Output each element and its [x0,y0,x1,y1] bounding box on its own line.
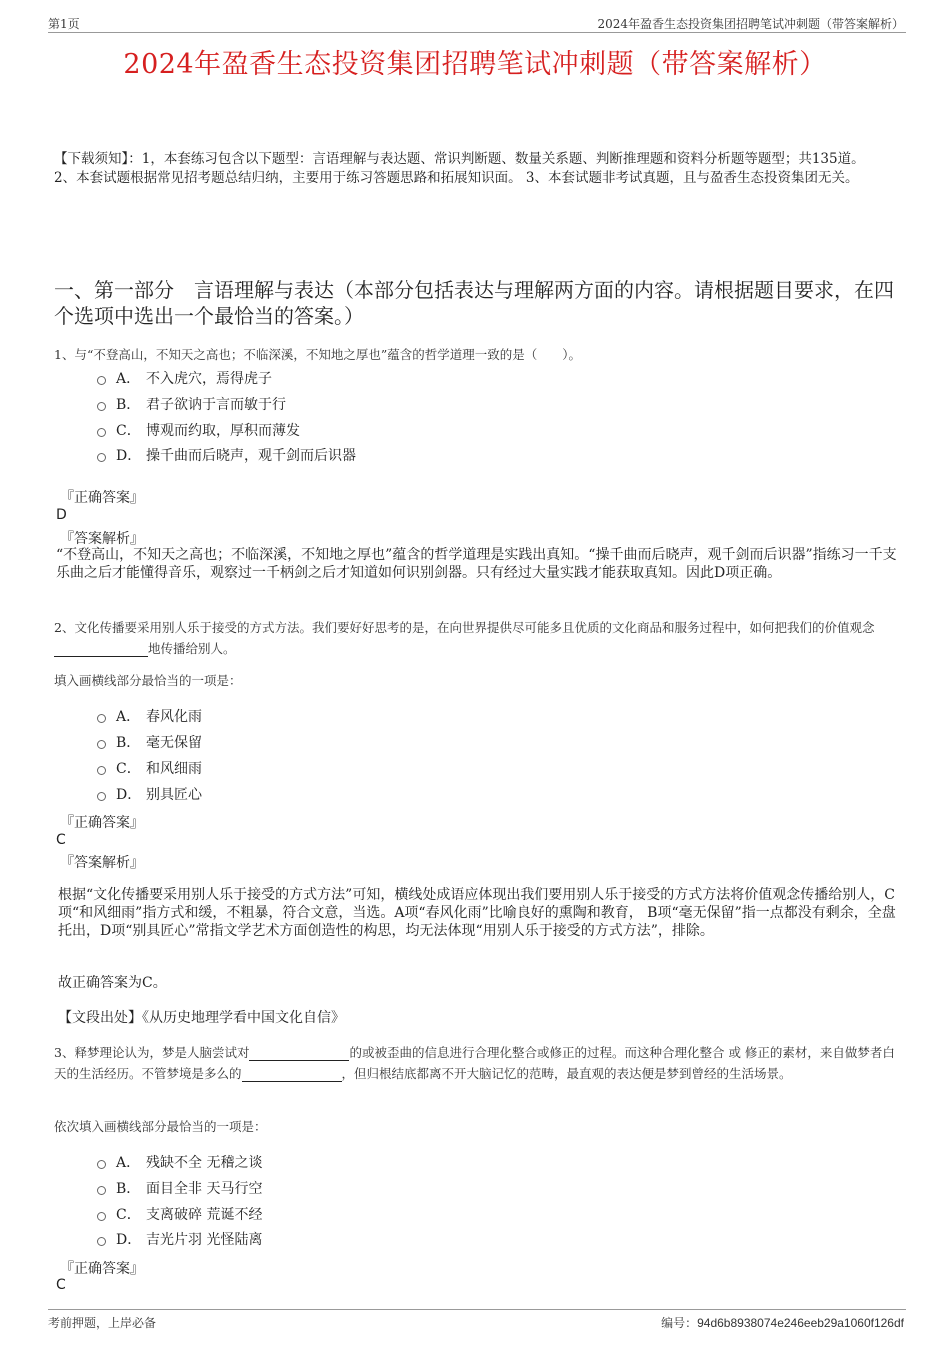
question-3-text-b: 的或被歪曲的信息进行合理化整合或修正的过程。而这种合理化整合 或 修正的素材，来自做梦者白天的生活经历。不管梦境是多么的 [54,1045,895,1081]
question-2-prompt: 填入画横线部分最恰当的一项是： [54,673,242,688]
page-title: 2024年盈香生态投资集团招聘笔试冲刺题（带答案解析） [123,49,827,80]
q2-option-a[interactable] [97,706,202,726]
radio-icon[interactable] [97,428,106,437]
option-label: A． [116,1155,141,1171]
option-text: 吉光片羽 光怪陆离 [146,1232,263,1248]
footer-code-label: 编号： [661,1316,698,1330]
q1-answer-value: D [56,507,67,523]
footer-code [661,1314,904,1331]
q3-option-c[interactable] [97,1204,262,1224]
footer-slogan: 考前押题，上岸必备 [48,1316,157,1330]
q1-analysis-heading: 『答案解析』 [60,531,144,547]
option-label: C． [116,761,141,777]
q2-answer-heading: 『正确答案』 [60,815,144,831]
option-text: 操千曲而后晓声，观千剑而后识器 [146,448,356,464]
q1-option-b[interactable] [97,394,286,414]
footer-code-value: 94d6b8938074e246eeb29a1060f126df [697,1316,904,1330]
option-text: 和风细雨 [146,761,202,777]
q3-option-d[interactable] [97,1229,262,1249]
option-label: C． [116,423,141,439]
option-label: D． [116,787,142,803]
option-text: 支离破碎 荒诞不经 [146,1207,263,1223]
option-text: 不入虎穴，焉得虎子 [146,371,272,387]
radio-icon[interactable] [97,402,106,411]
page-number: 第1页 [48,17,80,31]
q2-option-b[interactable] [97,732,202,752]
question-3-text [54,1042,896,1084]
section-heading: 一、第一部分 言语理解与表达（本部分包括表达与理解两方面的内容。请根据题目要求，在四个选项中选出一个最恰当的答案。） [54,278,894,328]
q3-answer-value: C [56,1277,66,1293]
q2-answer-value: C [56,832,66,848]
question-2-text-b: 地传播给别人。 [148,641,236,656]
question-3-text-a: 3、释梦理论认为，梦是人脑尝试对 [54,1045,250,1060]
q1-analysis-text: “不登高山，不知天之高也；不临深溪，不知地之厚也”蕴含的哲学道理是实践出真知。“操千曲而后晓声，观千剑而后识器”指练习一千支乐曲之后才能懂得音乐，观察过一千柄剑之后才知道如何识别剑器。只有经过大量实践才能获取真知。因此D项正确。 [56,547,897,581]
q3-option-a[interactable] [97,1152,262,1172]
radio-icon[interactable] [97,1160,106,1169]
radio-icon[interactable] [97,453,106,462]
header-doc-title: 2024年盈香生态投资集团招聘笔试冲刺题（带答案解析） [597,17,904,31]
question-2-text-a: 2、文化传播要采用别人乐于接受的方式方法。我们要好好思考的是，在向世界提供尽可能多且优质的文化商品和服务过程中，如何把我们的价值观念 [54,620,875,635]
q2-analysis-text: 根据“文化传播要采用别人乐于接受的方式方法”可知，横线处成语应体现出我们要用别人乐于接受的方式方法将价值观念传播给别人，C项“和风细雨”指方式和缓，不粗暴，符合文意，当选。A项“春风化雨”比喻良好的熏陶和教育， B项“毫无保留”指一点都没有剩余，全盘托出，D项“别具匠心”常指文学艺术方面创造性的构思，均无法体现“用别人乐于接受的方式方法”，排除。 [58,887,896,939]
q3-answer-heading: 『正确答案』 [60,1261,144,1277]
question-3-prompt: 依次填入画横线部分最恰当的一项是： [54,1119,267,1134]
option-label: A． [116,709,141,725]
question-2-text [54,617,896,659]
q2-analysis-heading: 『答案解析』 [60,855,144,871]
fill-blank [242,1068,342,1082]
option-text: 君子欲讷于言而敏于行 [146,397,286,413]
q1-answer-heading: 『正确答案』 [60,490,144,506]
q3-option-b[interactable] [97,1178,262,1198]
radio-icon[interactable] [97,1186,106,1195]
option-label: A． [116,371,141,387]
radio-icon[interactable] [97,1212,106,1221]
radio-icon[interactable] [97,376,106,385]
fill-blank [249,1047,349,1061]
q1-option-a[interactable] [97,368,272,388]
q2-source: 【文段出处】《从历史地理学看中国文化自信》 [58,1010,345,1026]
header-divider [48,32,906,33]
question-3-text-c: ，但归根结底都离不开大脑记忆的范畴，最直观的表达便是梦到曾经的生活场景。 [341,1066,792,1081]
q2-option-c[interactable] [97,758,202,778]
download-notice: 【下载须知】：1，本套练习包含以下题型：言语理解与表达题、常识判断题、数量关系题、判断推理题和资料分析题等题型；共135道。 2、本套试题根据常见招考题总结归纳，主要用于练习答题思路和拓展知识面。 3、本套试题非考试真题，且与盈香生态投资集团无关。 [54,151,865,186]
question-1-text: 1、与“不登高山，不知天之高也；不临深溪，不知地之厚也”蕴含的哲学道理一致的是（ ）。 [54,347,581,362]
option-text: 别具匠心 [146,787,202,803]
q2-option-d[interactable] [97,784,202,804]
radio-icon[interactable] [97,766,106,775]
option-label: B． [116,397,141,413]
radio-icon[interactable] [97,714,106,723]
option-text: 博观而约取，厚积而薄发 [146,423,300,439]
q2-conclusion: 故正确答案为C。 [58,975,167,991]
option-label: B． [116,735,141,751]
footer-divider [48,1309,906,1310]
radio-icon[interactable] [97,792,106,801]
fill-blank [54,643,148,657]
radio-icon[interactable] [97,740,106,749]
option-label: C． [116,1207,141,1223]
q1-option-d[interactable] [97,445,356,465]
option-label: D． [116,448,142,464]
option-text: 毫无保留 [146,735,202,751]
option-text: 残缺不全 无稽之谈 [146,1155,263,1171]
option-text: 春风化雨 [146,709,202,725]
option-text: 面目全非 天马行空 [146,1181,263,1197]
radio-icon[interactable] [97,1237,106,1246]
option-label: D． [116,1232,142,1248]
option-label: B． [116,1181,141,1197]
q1-option-c[interactable] [97,420,300,440]
